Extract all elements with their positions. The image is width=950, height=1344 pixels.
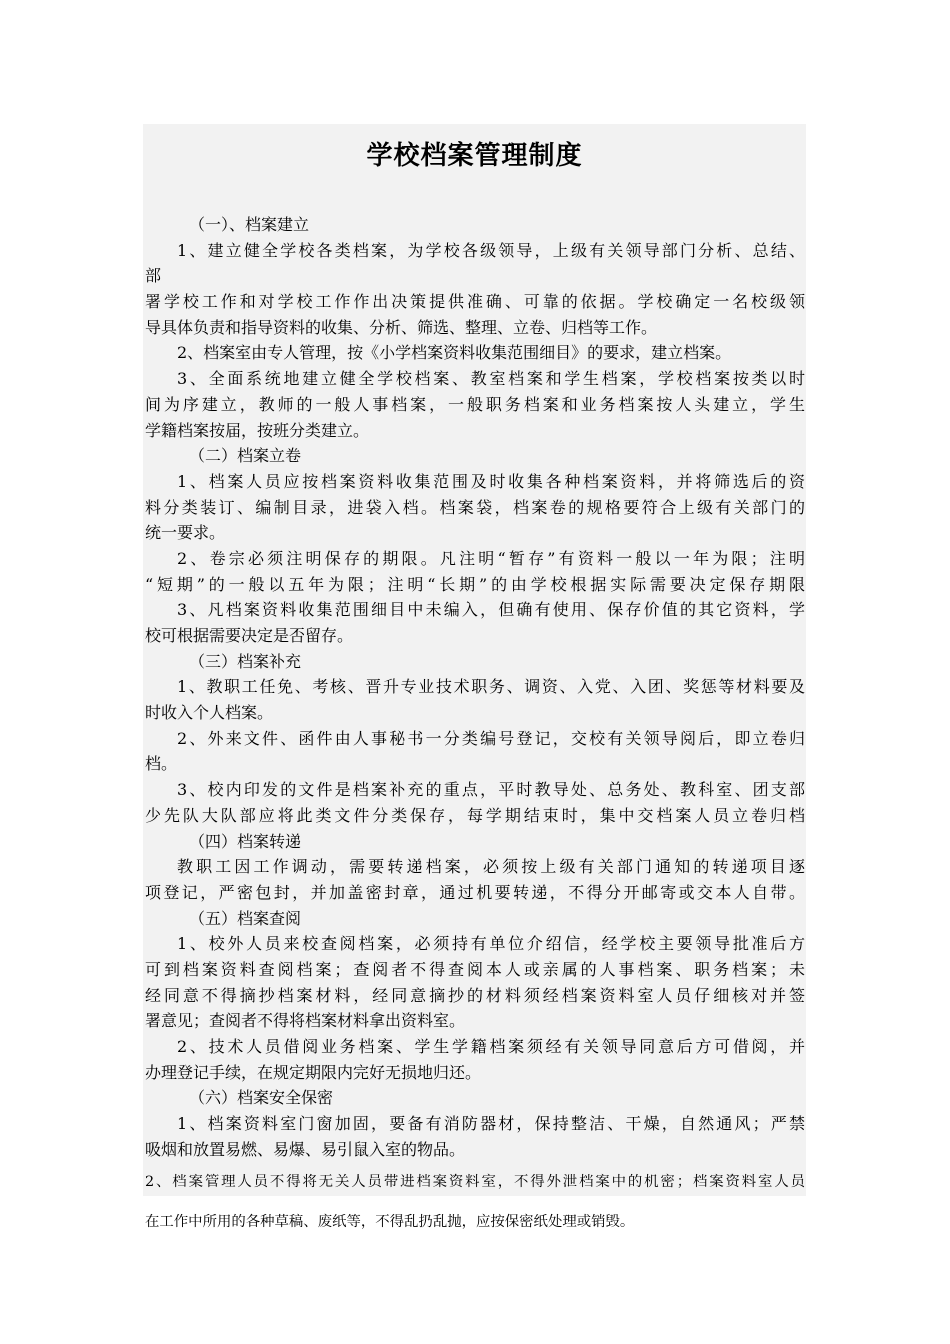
- document-line: 署学校工作和对学校工作作出决策提供准确、可靠的依据。学校确定一名校级领: [145, 292, 805, 312]
- document-line: 2、外来文件、函件由人事秘书一分类编号登记，交校有关领导阅后，即立卷归: [177, 728, 805, 748]
- document-line: 吸烟和放置易燃、易爆、易引鼠入室的物品。: [145, 1139, 466, 1159]
- document-line: 1、档案资料室门窗加固，要备有消防器材，保持整洁、干燥，自然通风；严禁: [177, 1114, 805, 1134]
- document-line: 项登记，严密包封，并加盖密封章，通过机要转递，不得分开邮寄或交本人自带。: [145, 882, 805, 902]
- document-line: （三）档案补充: [189, 651, 302, 671]
- document-line: 间为序建立，教师的一般人事档案，一般职务档案和业务档案按人头建立，学生: [145, 394, 805, 414]
- document-line: 导具体负责和指导资料的收集、分析、筛选、整理、立卷、归档等工作。: [145, 317, 658, 337]
- document-line: 时收入个人档案。: [145, 703, 274, 723]
- document-page: [143, 124, 806, 1231]
- document-line: 在工作中所用的各种草稿、废纸等，不得乱扔乱抛，应按保密纸处理或销毁。: [145, 1214, 635, 1231]
- document-line: 1、校外人员来校查阅档案，必须持有单位介绍信，经学校主要领导批准后方: [177, 934, 805, 954]
- document-line: （二）档案立卷: [189, 446, 302, 466]
- document-line: 2、卷宗必须注明保存的期限。凡注明“暂存”有资料一般以一年为限；注明: [177, 548, 805, 568]
- document-line: 1、建立健全学校各类档案，为学校各级领导，上级有关领导部门分析、总结、: [177, 240, 805, 260]
- document-line: 1、教职工任免、考核、晋升专业技术职务、调资、入党、入团、奖惩等材料要及: [177, 677, 805, 697]
- document-body: [145, 212, 805, 1242]
- document-line: 料分类装订、编制目录，进袋入档。档案袋，档案卷的规格要符合上级有关部门的: [145, 497, 805, 517]
- document-line: 校可根据需要决定是否留存。: [145, 626, 354, 645]
- document-line: 统一要求。: [145, 523, 226, 543]
- document-line: 3、校内印发的文件是档案补充的重点，平时教导处、总务处、教科室、团支部: [177, 780, 805, 800]
- document-line: 2、技术人员借阅业务档案、学生学籍档案须经有关领导同意后方可借阅，并: [177, 1037, 805, 1056]
- document-line: 2、档案管理人员不得将无关人员带进档案资料室，不得外泄档案中的机密；档案资料室人员: [145, 1174, 805, 1191]
- document-line: 办理登记手续，在规定期限内完好无损地归还。: [145, 1062, 482, 1082]
- document-title: 学校档案管理制度: [366, 141, 583, 171]
- document-line: 部: [145, 266, 162, 286]
- document-line: 2、档案室由专人管理，按《小学档案资料收集范围细目》的要求，建立档案。: [177, 343, 732, 363]
- document-line: （四）档案转递: [189, 831, 302, 851]
- document-line: 署意见；查阅者不得将档案材料拿出资料室。: [145, 1011, 466, 1031]
- document-line: “短期”的一般以五年为限；注明“长期”的由学校根据实际需要决定保存期限: [145, 574, 805, 594]
- document-line: 学籍档案按届，按班分类建立。: [145, 420, 370, 440]
- document-line: 少先队大队部应将此类文件分类保存，每学期结束时，集中交档案人员立卷归档: [145, 805, 805, 825]
- document-line: 教职工因工作调动，需要转递档案，必须按上级有关部门通知的转递项目逐: [177, 857, 805, 877]
- document-line: 3、全面系统地建立健全学校档案、教室档案和学生档案，学校档案按类以时: [177, 369, 805, 389]
- document-line: 可到档案资料查阅档案；查阅者不得查阅本人或亲属的人事档案、职务档案；未: [145, 959, 805, 979]
- document-line: 档。: [145, 754, 178, 774]
- document-line: （一）、档案建立: [189, 215, 310, 234]
- document-line: （五）档案查阅: [189, 908, 302, 928]
- document-line: 3、凡档案资料收集范围细目中未编入，但确有使用、保存价值的其它资料，学: [177, 600, 805, 620]
- document-line: （六）档案安全保密: [189, 1088, 334, 1108]
- document-line: 1、档案人员应按档案资料收集范围及时收集各种档案资料，并将筛选后的资: [177, 471, 805, 491]
- document-line: 经同意不得摘抄档案材料，经同意摘抄的材料须经档案资料室人员仔细核对并签: [145, 985, 805, 1005]
